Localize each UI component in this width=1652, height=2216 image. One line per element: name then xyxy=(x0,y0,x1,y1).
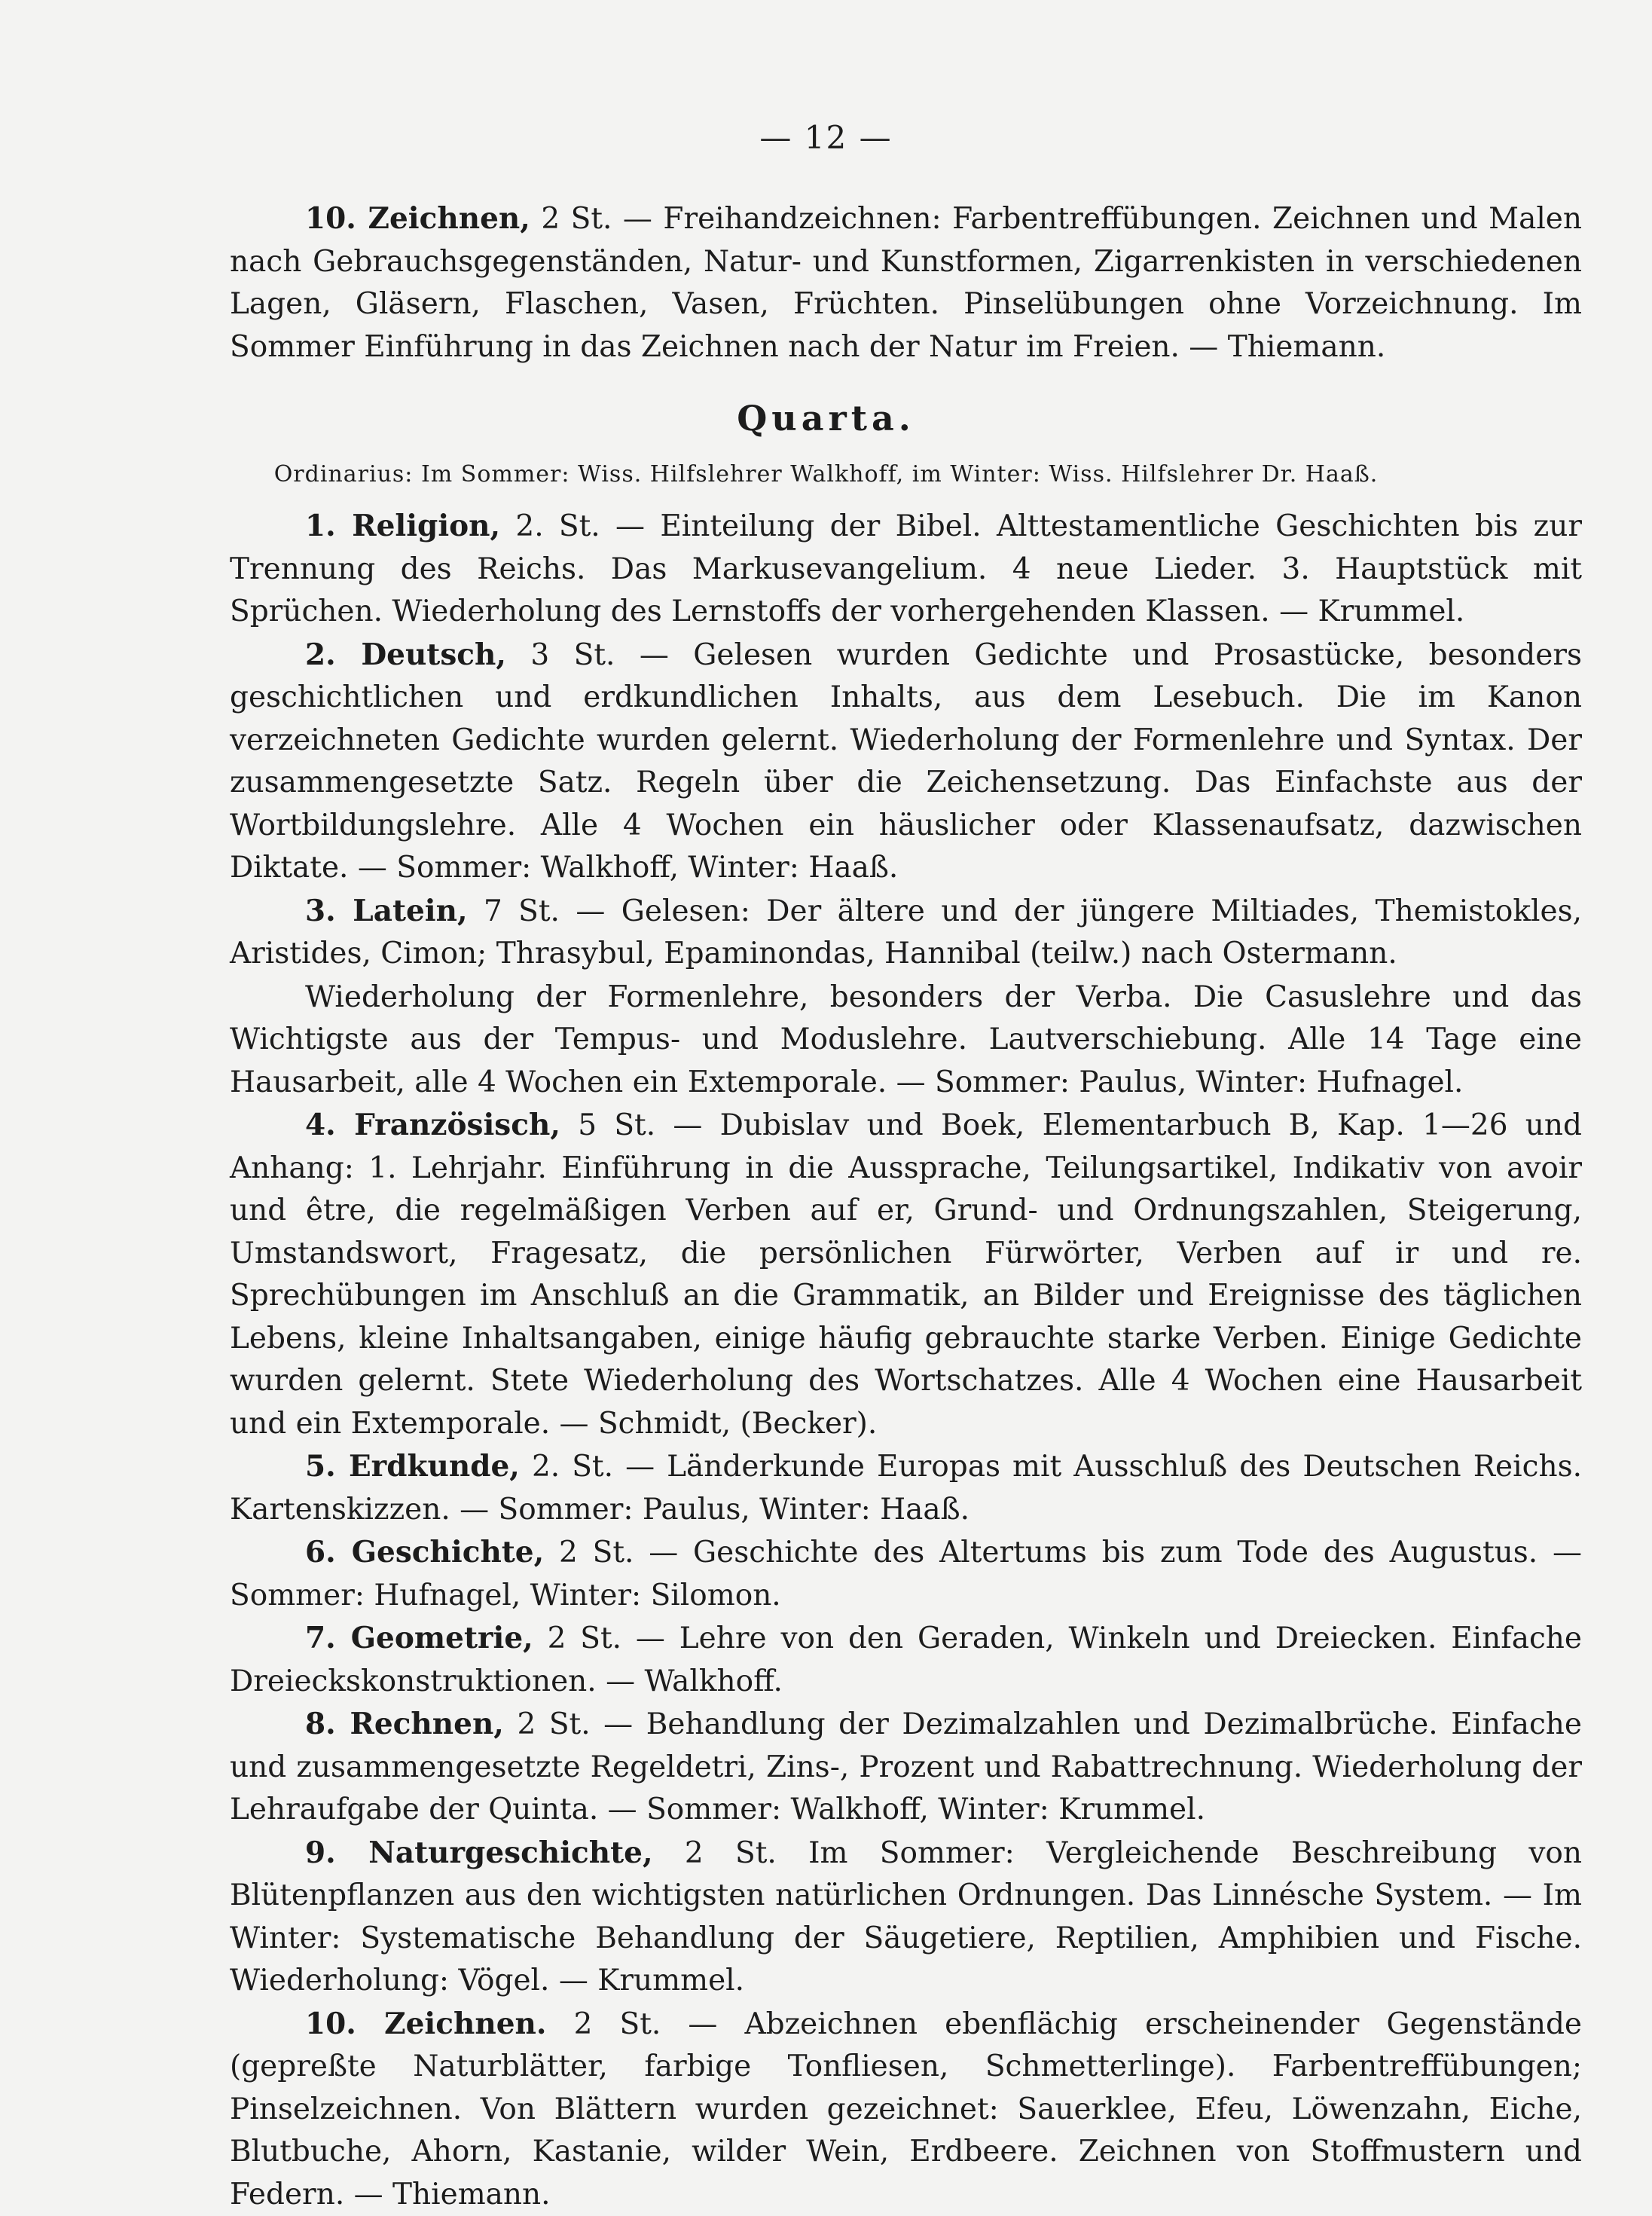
subject-text: 2 St. — Behandlung der Dezimalzahlen und Dezimalbrüche. Einfache und zusammengesetzte Regeldetri, Zins-, Prozent und Rabattrechnung. Wiederholung der Lehraufgabe der Quinta. — Sommer: Walkhoff, Winter: Krummel. xyxy=(230,1707,1582,1826)
subject-paragraph xyxy=(230,505,1582,634)
section-title: Quarta. xyxy=(0,398,1652,439)
subject-paragraph xyxy=(230,634,1582,890)
page-number: — 12 — xyxy=(0,119,1652,156)
subject-lead: 10. Zeichnen, xyxy=(305,201,530,236)
subject-text: 3 St. — Gelesen wurden Gedichte und Prosastücke, besonders geschichtlichen und erdkundlichen Inhalts, aus dem Lesebuch. Die im Kanon verzeichneten Gedichte wurden gelernt. Wiederholung der Formenlehre und Syntax. Der zusammengesetzte Satz. Regeln über die Zeichensetzung. Das Einfachste aus der Wortbildungslehre. Alle 4 Wochen ein häuslicher oder Klassenaufsatz, dazwischen Diktate. — Sommer: Walkhoff, Winter: Haaß. xyxy=(230,638,1582,885)
subject-paragraph xyxy=(230,890,1582,976)
subject-text: 2 St. — Lehre von den Geraden, Winkeln und Dreiecken. Einfache Dreieckskonstruktionen. — Walkhoff. xyxy=(230,1622,1582,1698)
subject-paragraph xyxy=(230,1104,1582,1445)
subject-text: 2 St. — Geschichte des Altertums bis zum Tode des Augustus. — Sommer: Hufnagel, Winter: Silomon. xyxy=(230,1536,1582,1612)
subject-paragraph xyxy=(230,1703,1582,1832)
subject-lead: 8. Rechnen, xyxy=(305,1707,504,1741)
subject-paragraph xyxy=(230,976,1582,1105)
subject-paragraph xyxy=(230,1617,1582,1703)
section-ordinarius: Ordinarius: Im Sommer: Wiss. Hilfslehrer Walkhoff, im Winter: Wiss. Hilfslehrer Dr. Haaß. xyxy=(0,461,1652,488)
subject-text: 7 St. — Gelesen: Der ältere und der jüngere Miltiades, Themistokles, Aristides, Cimon; Thrasybul, Epaminondas, Hannibal (teilw.) nach Ostermann. xyxy=(230,894,1582,971)
section-items xyxy=(230,505,1582,2216)
subject-text: 2. St. — Länderkunde Europas mit Ausschluß des Deutschen Reichs. Kartenskizzen. — Sommer: Paulus, Winter: Haaß. xyxy=(230,1450,1582,1527)
subject-lead: 6. Geschichte, xyxy=(305,1535,544,1570)
subject-paragraph xyxy=(230,2003,1582,2216)
subject-lead: 9. Naturgeschichte, xyxy=(305,1835,653,1870)
subject-paragraph xyxy=(230,197,1582,368)
subject-text: 2 St. — Abzeichnen ebenflächig erscheinender Gegenstände (gepreßte Naturblätter, farbige Tonfliesen, Schmetterlinge). Farbentreffübungen; Pinselzeichnen. Von Blättern wurden gezeichnet: Sauerklee, Efeu, Löwenzahn, Eiche, Blutbuche, Ahorn, Kastanie, wilder Wein, Erdbeere. Zeichnen von Stoffmustern und Federn. — Thiemann. xyxy=(230,2007,1582,2211)
subject-lead: 3. Latein, xyxy=(305,894,468,928)
subject-text: 2. St. — Einteilung der Bibel. Alttestamentliche Geschichten bis zur Trennung des Reichs. Das Markusevangelium. 4 neue Lieder. 3. Hauptstück mit Sprüchen. Wiederholung des Lernstoffs der vorhergehenden Klassen. — Krummel. xyxy=(230,509,1582,628)
subject-lead: 5. Erdkunde, xyxy=(305,1449,520,1484)
subject-paragraph xyxy=(230,1445,1582,1531)
subject-text: 5 St. — Dubislav und Boek, Elementarbuch B, Kap. 1—26 und Anhang: 1. Lehrjahr. Einführung in die Aussprache, Teilungsartikel, Indikativ von avoir und être, die regelmäßigen Verben auf er, Grund- und Ordnungszahlen, Steigerung, Umstandswort, Fragesatz, die persönlichen Fürwörter, Verben auf ir und re. Sprechübungen im Anschluß an die Grammatik, an Bilder und Ereignisse des täglichen Lebens, kleine Inhaltsangaben, einige häufig gebrauchte starke Verben. Einige Gedichte wurden gelernt. Stete Wiederholung des Wortschatzes. Alle 4 Wochen eine Hausarbeit und ein Extemporale. — Schmidt, (Becker). xyxy=(230,1108,1582,1441)
subject-lead: 4. Französisch, xyxy=(305,1108,560,1142)
subject-lead: 1. Religion, xyxy=(305,509,500,543)
subject-lead: 10. Zeichnen. xyxy=(305,2007,546,2041)
subject-text: Wiederholung der Formenlehre, besonders der Verba. Die Casuslehre und das Wichtigste aus der Tempus- und Moduslehre. Lautverschiebung. Alle 14 Tage eine Hausarbeit, alle 4 Wochen ein Extemporale. — Sommer: Paulus, Winter: Hufnagel. xyxy=(230,980,1582,1099)
subject-text: 2 St. — Freihandzeichnen: Farbentreffübungen. Zeichnen und Malen nach Gebrauchsgegenständen, Natur- und Kunstformen, Zigarrenkisten in verschiedenen Lagen, Gläsern, Flaschen, Vasen, Früchten. Pinselübungen ohne Vorzeichnung. Im Sommer Einführung in das Zeichnen nach der Natur im Freien. — Thiemann. xyxy=(230,202,1582,364)
subject-paragraph xyxy=(230,1531,1582,1617)
subject-lead: 7. Geometrie, xyxy=(305,1621,533,1655)
subject-paragraph xyxy=(230,1832,1582,2003)
subject-text: 2 St. Im Sommer: Vergleichende Beschreibung von Blütenpflanzen aus den wichtigsten natürlichen Ordnungen. Das Linnésche System. — Im Winter: Systematische Behandlung der Säugetiere, Reptilien, Amphibien und Fische. Wiederholung: Vögel. — Krummel. xyxy=(230,1836,1582,1998)
prev-section-item xyxy=(230,197,1582,368)
subject-lead: 2. Deutsch, xyxy=(305,637,506,672)
